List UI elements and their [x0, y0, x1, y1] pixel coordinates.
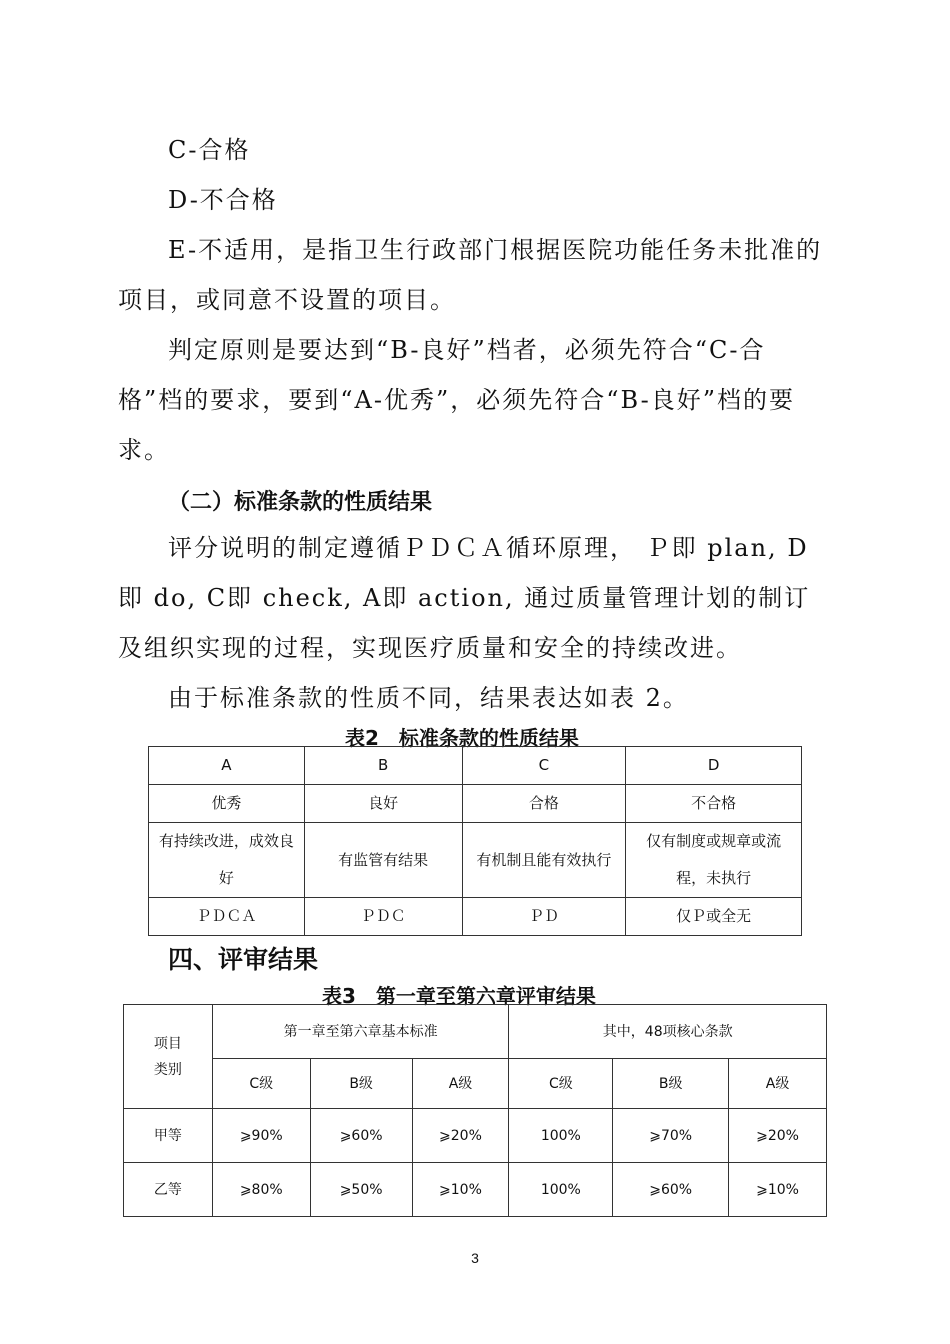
table3-value-cell: 100% — [509, 1109, 613, 1163]
table2-cell: 有监管有结果 — [304, 823, 462, 898]
table2-cell: D — [626, 747, 802, 785]
table2-grade-row — [149, 747, 802, 785]
table3-value-cell: ⩾20% — [729, 1109, 827, 1163]
table3-value-cell: ⩾60% — [310, 1109, 412, 1163]
table2-cell: 有持续改进，成效良好 — [149, 823, 305, 898]
table2-cell: A — [149, 747, 305, 785]
table2 — [148, 746, 802, 936]
table2-cell: ＰＤＣＡ — [149, 898, 305, 936]
table3-row-yi — [124, 1163, 827, 1217]
table3-value-cell: ⩾20% — [412, 1109, 509, 1163]
table2-name-row — [149, 785, 802, 823]
table3-value-cell: 100% — [509, 1163, 613, 1217]
pdca-paragraph: 评分说明的制定遵循ＰＤＣＡ循环原理， Ｐ即 plan, D即 do, C即 check, A即 action, 通过质量管理计划的制订及组织实现的过程，实现医疗质量和安全的持续改进。 — [118, 534, 811, 662]
section-heading: （二）标准条款的性质结果 — [168, 490, 433, 515]
row-header-line1: 项目 — [153, 1035, 182, 1052]
page-number: 3 — [471, 1250, 479, 1266]
table3-level-cell: A级 — [729, 1059, 827, 1109]
table3-value-cell: ⩾70% — [613, 1109, 729, 1163]
table3-value-cell: ⩾90% — [212, 1109, 310, 1163]
table3-level-cell: B级 — [310, 1059, 412, 1109]
grade-c-line: C-合格 — [168, 136, 251, 164]
table2-cell: 仅有制度或规章或流程，未执行 — [626, 823, 802, 898]
table2-cell: ＰＤ — [462, 898, 626, 936]
table2-cycle-row — [149, 898, 802, 936]
table3-value-cell: ⩾10% — [412, 1163, 509, 1217]
table3-level-cell: C级 — [509, 1059, 613, 1109]
table3-value-cell: ⩾60% — [613, 1163, 729, 1217]
table2-cell: C — [462, 747, 626, 785]
section4-heading: 四、评审结果 — [168, 945, 319, 974]
table3-row-jia — [124, 1109, 827, 1163]
table3 — [123, 1004, 827, 1217]
table3-group-core: 其中，48项核心条款 — [509, 1005, 827, 1059]
table-ref-paragraph: 由于标准条款的性质不同，结果表达如表 2。 — [168, 684, 689, 712]
principle-paragraph: 判定原则是要达到“B-良好”档者，必须先符合“C-合格”档的要求，要到“A-优秀”，必须先符合“B-良好”档的要求。 — [118, 336, 795, 464]
table2-cell: ＰＤＣ — [304, 898, 462, 936]
table2-cell: 不合格 — [626, 785, 802, 823]
table3-caption: 表3 第一章至第六章评审结果 — [322, 984, 596, 1008]
table3-level-cell: C级 — [212, 1059, 310, 1109]
table3-category-cell: 甲等 — [124, 1109, 213, 1163]
table2-caption: 表2 标准条款的性质结果 — [345, 726, 579, 750]
table3-level-row — [124, 1059, 827, 1109]
table3-group-row — [124, 1005, 827, 1059]
table3-value-cell: ⩾50% — [310, 1163, 412, 1217]
table2-cell: 有机制且能有效执行 — [462, 823, 626, 898]
table2-cell: 合格 — [462, 785, 626, 823]
table2-description-row — [149, 823, 802, 898]
grade-e-paragraph: E-不适用，是指卫生行政部门根据医院功能任务未批准的项目，或同意不设置的项目。 — [118, 236, 823, 314]
table3-value-cell: ⩾10% — [729, 1163, 827, 1217]
table3-level-cell: B级 — [613, 1059, 729, 1109]
table3-row-header — [124, 1005, 213, 1109]
table2-cell: B — [304, 747, 462, 785]
table2-cell: 良好 — [304, 785, 462, 823]
table2-cell: 仅Ｐ或全无 — [626, 898, 802, 936]
table3-value-cell: ⩾80% — [212, 1163, 310, 1217]
table2-cell: 优秀 — [149, 785, 305, 823]
row-header-line2: 类别 — [153, 1061, 182, 1078]
table3-category-cell: 乙等 — [124, 1163, 213, 1217]
grade-d-line: D-不合格 — [168, 186, 278, 214]
table3-group-basic: 第一章至第六章基本标准 — [212, 1005, 509, 1059]
table3-level-cell: A级 — [412, 1059, 509, 1109]
